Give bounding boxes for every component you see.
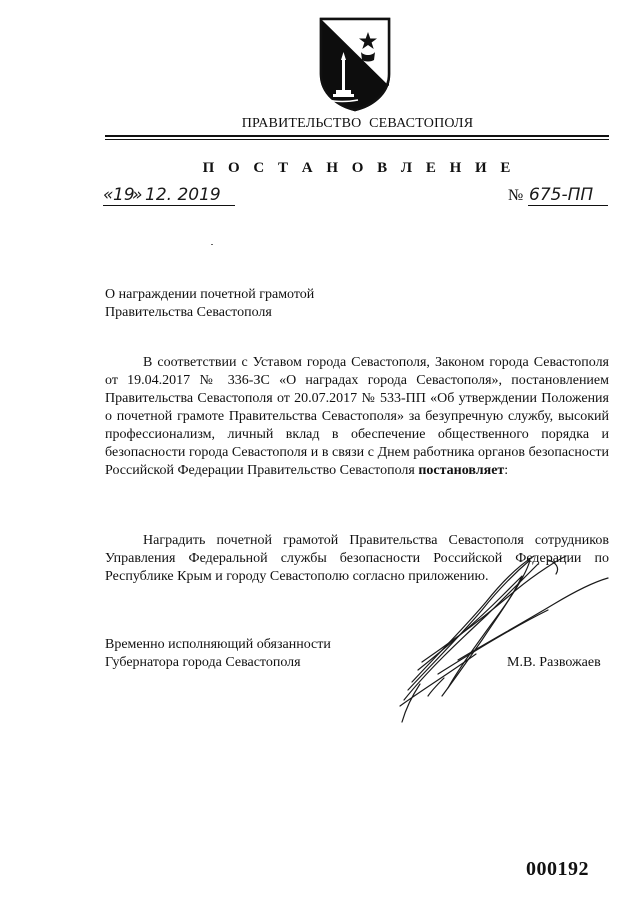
subject-line-2: Правительства Севастополя — [105, 305, 272, 320]
date-quote-close: » — [132, 185, 143, 205]
paragraph-1-text: В соответствии с Уставом города Севастополя, Законом города Севастополя от 19.04.2017 № 336-ЗС «О наградах города Севастополя», постановлением Правительства Севастополя от 20.07.2017 № 533-ПП «Об утверждении Положения о почетной грамоте Правительства Севастополя» за безупречную службу, высокий профессионализм, личный вклад в обеспечение общественного порядка и безопасности города Севастополя и в связи с Днем работника органов безопасности Российской Федерации Правительство Севастополя — [105, 355, 609, 478]
signer-title — [105, 636, 385, 672]
header-divider-thick — [105, 135, 609, 137]
date-day: 19 — [113, 185, 135, 205]
subject-line-1: О награждении почетной грамотой — [105, 287, 315, 302]
body-paragraph-2: Наградить почетной грамотой Правительства Севастополя сотрудников Управления Федеральной службы безопасности Российской Федерации по Республике Крым и городу Севастополю согласно приложению. — [105, 533, 609, 584]
document-type-title: П О С Т А Н О В Л Е Н И Е — [202, 160, 516, 176]
number-sign: № — [508, 187, 524, 204]
number-underline — [528, 205, 608, 206]
body-paragraph-1 — [105, 354, 609, 480]
header-divider-thin — [105, 139, 609, 140]
document-date — [103, 185, 235, 207]
signer-name: М.В. Развожаев — [507, 655, 601, 670]
sevastopol-coat-of-arms-icon — [318, 16, 392, 112]
date-underline — [103, 205, 235, 206]
paragraph-1-keyword: постановляет — [418, 463, 505, 478]
date-month-year: 12. 2019 — [145, 185, 221, 205]
paragraph-1-end: : — [504, 463, 509, 478]
handwritten-signature-icon — [398, 550, 613, 725]
date-quote-open: « — [103, 185, 114, 205]
document-subject — [105, 286, 405, 322]
signer-title-line-2: Губернатора города Севастополя — [105, 655, 301, 670]
signer-title-line-1: Временно исполняющий обязанности — [105, 637, 331, 652]
serial-number: 000192 — [526, 858, 589, 880]
document-number — [508, 185, 608, 207]
scan-speck — [211, 244, 213, 245]
organization-name: ПРАВИТЕЛЬСТВО СЕВАСТОПОЛЯ — [241, 116, 474, 131]
number-value: 675-ПП — [529, 185, 594, 205]
